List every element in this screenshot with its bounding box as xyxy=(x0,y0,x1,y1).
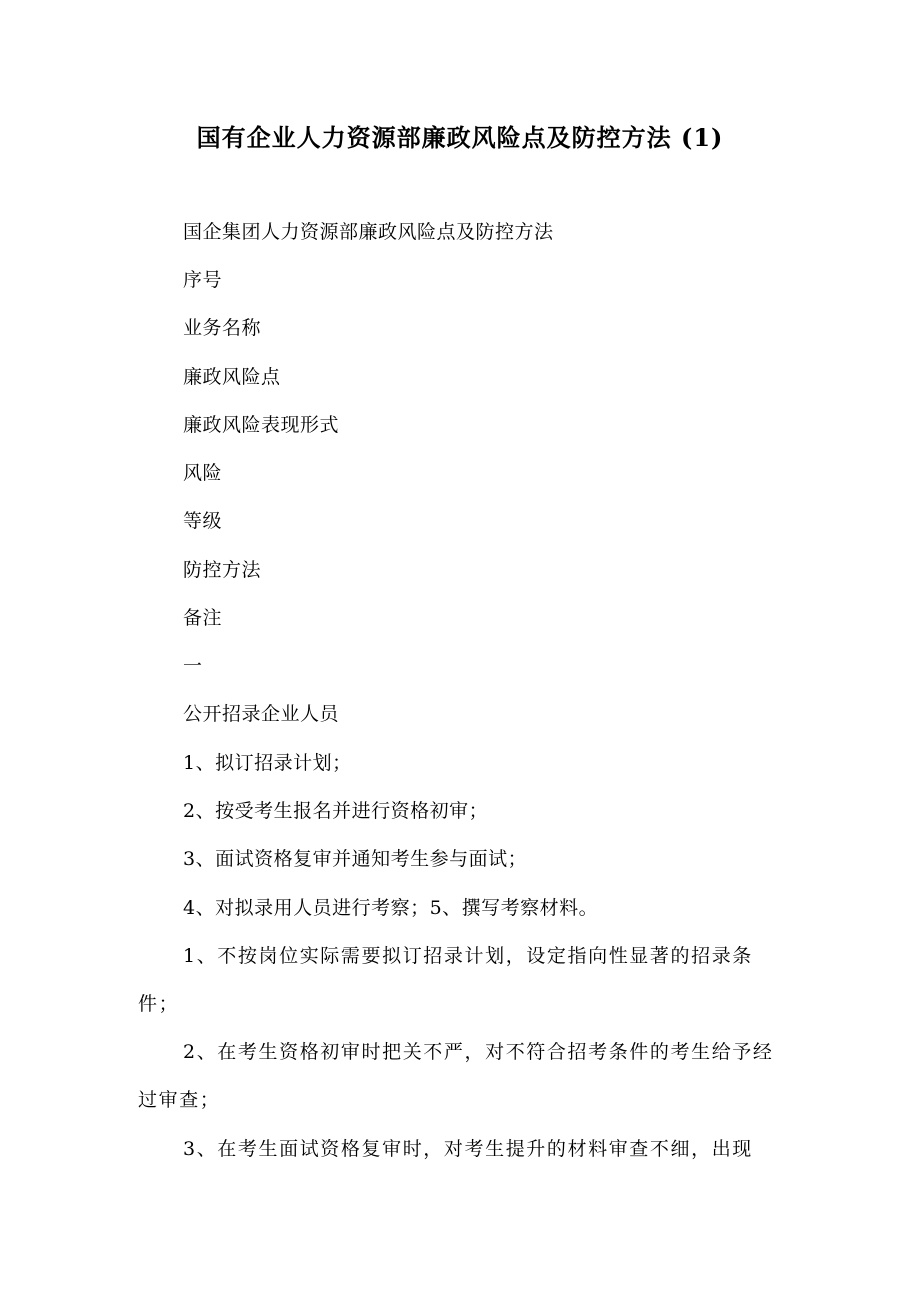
paragraph: 风险 xyxy=(183,462,223,484)
paragraph: 等级 xyxy=(183,510,223,532)
paragraph: 公开招录企业人员 xyxy=(183,703,340,725)
paragraph: 3、在考生面试资格复审时，对考生提升的材料审查不细，出现 xyxy=(183,1138,753,1160)
paragraph: 1、不按岗位实际需要拟订招录计划，设定指向性显著的招录条件； xyxy=(138,945,753,1015)
paragraph: 序号 xyxy=(183,269,223,291)
paragraph: 2、在考生资格初审时把关不严，对不符合招考条件的考生给予经过审查； xyxy=(138,1041,774,1111)
paragraph: 3、面试资格复审并通知考生参与面试； xyxy=(183,848,528,870)
paragraph: 国企集团人力资源部廉政风险点及防控方法 xyxy=(183,221,554,243)
paragraph: 一 xyxy=(183,655,203,677)
paragraph: 4、对拟录用人员进行考察；5、撰写考察材料。 xyxy=(183,897,599,919)
paragraph: 1、拟订招录计划； xyxy=(183,752,352,774)
paragraph: 防控方法 xyxy=(183,559,262,581)
paragraph: 2、按受考生报名并进行资格初审； xyxy=(183,800,489,822)
paragraph: 备注 xyxy=(183,607,223,629)
document-title: 国有企业人力资源部廉政风险点及防控方法 (1) xyxy=(196,123,724,152)
paragraph: 业务名称 xyxy=(183,317,262,339)
paragraph: 廉政风险点 xyxy=(183,366,281,388)
paragraph: 廉政风险表现形式 xyxy=(183,414,340,436)
